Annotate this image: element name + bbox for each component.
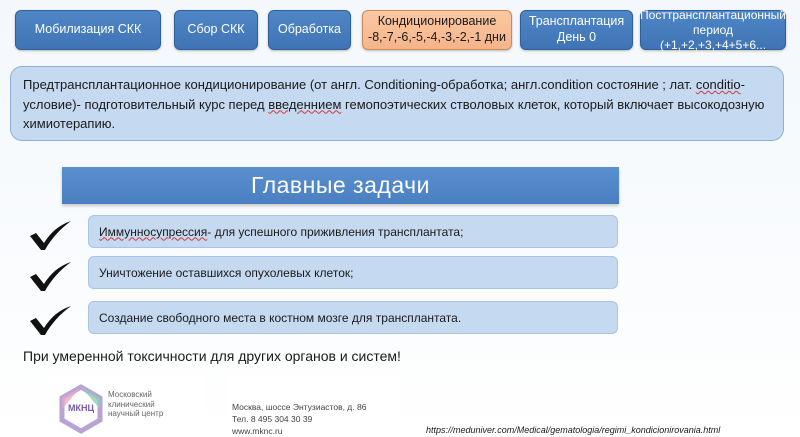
logo-name: Московский клинический научный центр [108, 390, 164, 419]
definition-text-1: Предтрансплантационное кондиционирование (от англ. Conditioning-обработка; англ.condition состояние ; лат. [23, 77, 696, 92]
timeline-step-label: Обработка [277, 22, 342, 37]
address-block [232, 402, 366, 437]
logo-card [48, 376, 206, 437]
timeline-step-conditioning [362, 10, 512, 50]
timeline-step-processing [268, 10, 351, 50]
logo-abbr: МКНЦ [67, 403, 95, 413]
timeline-step-mobilization [15, 10, 161, 50]
task-text: - для успешного приживления трансплантата; [207, 224, 464, 239]
timeline-step-label: Мобилизация СКК [34, 22, 142, 37]
definition-text-3: -условие)- подготовительный курс перед [23, 77, 745, 112]
checkmark-icon [27, 260, 73, 292]
definition-box [10, 66, 784, 141]
address-line: Москва, шоссе Энтузиастов, д. 86 [232, 402, 367, 412]
timeline-step-days: период (+1,+2,+3,+4+5+6... [659, 22, 767, 52]
task-text: Создание свободного места в костном мозге для трансплантата. [99, 310, 462, 325]
task-item-immunosuppression [88, 215, 618, 248]
task-head: Иммунносупрессия [99, 224, 208, 239]
timeline-step-label: Сбор СКК [187, 22, 245, 37]
address-card [228, 376, 400, 437]
main-title-text: Главные задачи [251, 172, 430, 198]
timeline-step-days: День 0 [556, 30, 597, 44]
timeline-step-post-transplant [640, 7, 786, 52]
source-url: https://meduniver.com/Medical/gematologia/regimi_kondicionirovania.html [426, 425, 721, 435]
timeline-step-label: Трансплантация [528, 14, 625, 29]
definition-text-4: введеннием [268, 96, 342, 112]
definition-text-5: гемопоэтических стволовых клеток, который включает высокодозную химиотерапию. [23, 96, 765, 131]
main-title [62, 167, 619, 204]
checkmark-icon [27, 304, 73, 336]
timeline-step-collection [174, 10, 258, 50]
task-text: Уничтожение оставшихся опухолевых клеток; [99, 265, 354, 280]
website-line: www.mknc.ru [232, 425, 283, 436]
toxicity-note: При умеренной токсичности для других органов и систем! [23, 348, 401, 364]
definition-text-2: conditio [695, 77, 741, 92]
timeline-step-transplant [520, 10, 633, 50]
timeline-step-days: -8,-7,-6,-5,-4,-3,-2,-1 дни [368, 30, 506, 44]
phone-line: Тел. 8 495 304 30 39 [232, 413, 313, 424]
timeline-step-label: Посттрансплантационный [640, 7, 786, 22]
task-item-marrow-space [88, 301, 618, 334]
timeline-step-label: Кондиционирование [377, 14, 497, 29]
task-item-tumor-cells [88, 256, 618, 289]
checkmark-icon [27, 219, 73, 251]
